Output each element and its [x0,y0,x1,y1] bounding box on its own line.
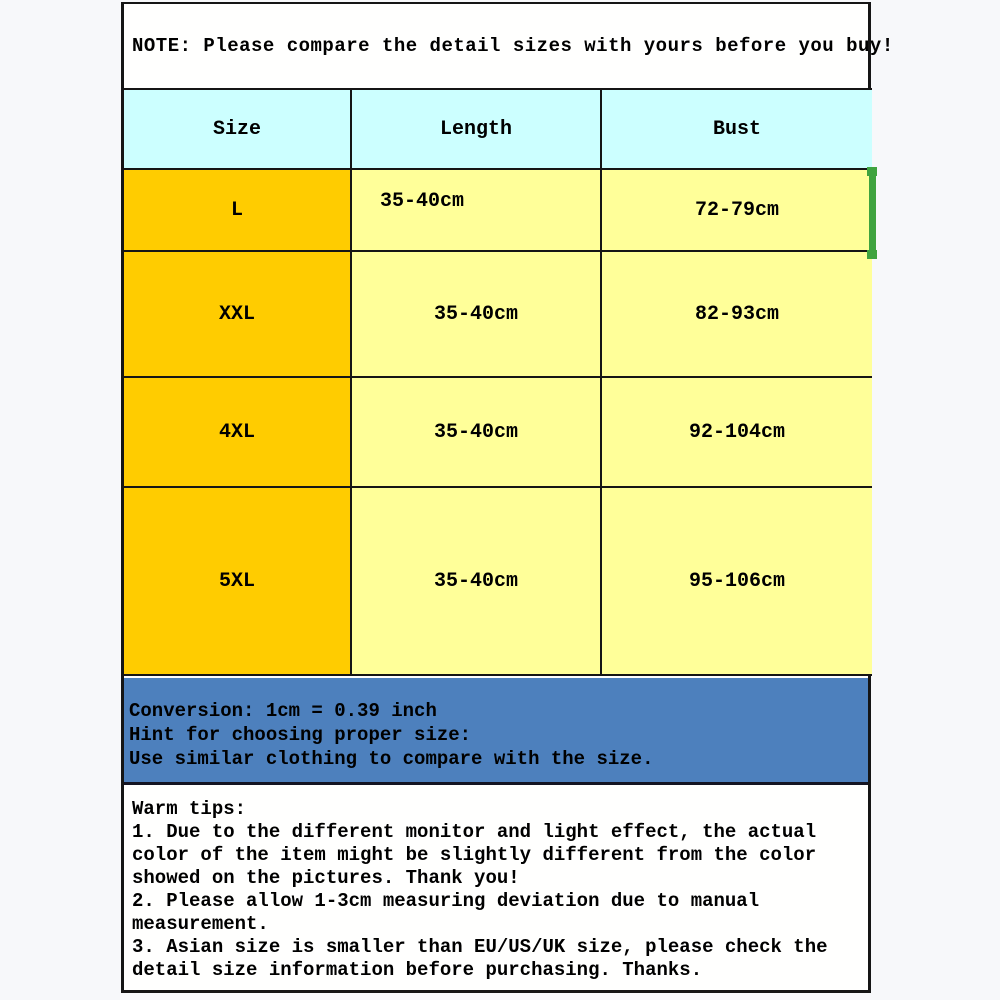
conversion-line: Use similar clothing to compare with the size. [129,748,654,770]
tips-line: detail size information before purchasing. Thanks. [132,959,703,981]
length-cell: 35-40cm [351,487,601,675]
tips-line: 3. Asian size is smaller than EU/US/UK size, please check the [132,936,828,958]
note-text: NOTE: Please compare the detail sizes with yours before you buy! [132,35,894,57]
note-banner [124,4,894,88]
size-cell: XXL [124,251,351,377]
tips-line: 1. Due to the different monitor and light effect, the actual [132,821,817,843]
conversion-line: Conversion: 1cm = 0.39 inch [129,700,437,722]
content-panel [121,2,894,993]
tips-line: Warm tips: [132,798,247,820]
tips-line: measurement. [132,913,269,935]
warm-tips [124,798,868,982]
size-cell: 4XL [124,377,351,487]
table-row-4xl [124,377,872,487]
header-size: Size [124,89,351,169]
tips-line: showed on the pictures. Thank you! [132,867,520,889]
conversion-line: Hint for choosing proper size: [129,724,472,746]
conversion-hint-box [124,678,868,785]
table-row-xxl [124,251,872,377]
bust-cell: 72-79cm [601,169,872,251]
size-table [124,88,872,676]
header-length: Length [351,89,601,169]
bust-cell: 82-93cm [601,251,872,377]
length-cell: 35-40cm [351,169,601,251]
table-row-5xl [124,487,872,675]
cell-selection-highlight [869,170,876,256]
tips-line: 2. Please allow 1-3cm measuring deviation due to manual [132,890,760,912]
size-cell: L [124,169,351,251]
tips-line: color of the item might be slightly different from the color [132,844,817,866]
size-cell: 5XL [124,487,351,675]
bust-cell: 95-106cm [601,487,872,675]
table-row-l [124,169,872,251]
table-header-row [124,89,872,169]
length-cell: 35-40cm [351,377,601,487]
header-bust: Bust [601,89,872,169]
length-cell: 35-40cm [351,251,601,377]
bust-cell: 92-104cm [601,377,872,487]
